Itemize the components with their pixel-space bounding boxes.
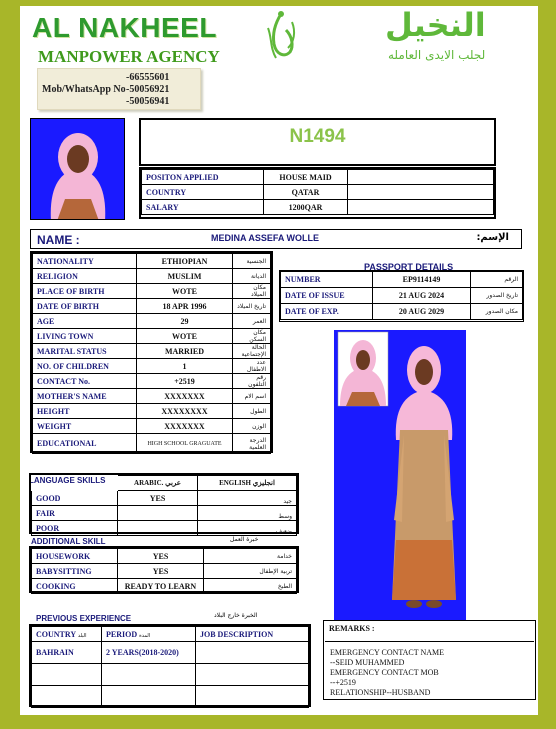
experience-period bbox=[102, 686, 196, 708]
language-arabic-value bbox=[118, 521, 198, 536]
experience-title-ar: الخبرة خارج البلاد bbox=[214, 612, 258, 619]
personal-label: PLACE OF BIRTH bbox=[33, 284, 137, 299]
phone-2: -50056921 bbox=[126, 84, 170, 95]
job-value: QATAR bbox=[264, 185, 348, 200]
personal-label-ar: العمر bbox=[233, 314, 271, 329]
table-row bbox=[33, 419, 271, 434]
experience-col-desc: JOB DESCRIPTION bbox=[196, 627, 309, 642]
personal-label: LIVING TOWN bbox=[33, 329, 137, 344]
skill-value: READY TO LEARN bbox=[118, 579, 204, 594]
job-label: SALARY bbox=[142, 200, 264, 215]
name-label-ar: الإسم: bbox=[476, 232, 509, 243]
skill-label-ar: الطبخ bbox=[204, 579, 297, 594]
job-empty bbox=[348, 200, 494, 215]
phone-3: -50056941 bbox=[126, 96, 170, 107]
personal-value: 29 bbox=[137, 314, 233, 329]
passport-value: 21 AUG 2024 bbox=[373, 288, 471, 304]
table-row bbox=[142, 200, 494, 215]
experience-period bbox=[102, 664, 196, 686]
personal-label: NATIONALITY bbox=[33, 254, 137, 269]
job-label: COUNTRY bbox=[142, 185, 264, 200]
personal-label-ar: الدرجة العلمية bbox=[233, 434, 271, 454]
personal-label-ar: الديانة bbox=[233, 269, 271, 284]
personal-label: CONTACT No. bbox=[33, 374, 137, 389]
experience-desc bbox=[196, 664, 309, 686]
experience-country bbox=[32, 664, 102, 686]
language-col-english: ENGLISH انجليزي bbox=[198, 476, 297, 491]
language-level: GOOD bbox=[32, 491, 118, 506]
personal-label-ar: رقم التلفون bbox=[233, 374, 271, 389]
table-row bbox=[142, 185, 494, 200]
experience-desc bbox=[196, 642, 309, 664]
table-row bbox=[33, 284, 271, 299]
language-english-cell bbox=[198, 506, 297, 521]
col-country-label-ar: البلد bbox=[77, 632, 87, 639]
table-row bbox=[33, 359, 271, 374]
remarks-label: REMARKS : bbox=[329, 624, 375, 633]
skill-label-ar: خدامة bbox=[204, 549, 297, 564]
skill-label: COOKING bbox=[32, 579, 118, 594]
brand-subtitle-en: MANPOWER AGENCY bbox=[38, 47, 220, 66]
full-body-photo bbox=[334, 330, 466, 621]
name-value: MEDINA ASSEFA WOLLE bbox=[211, 233, 319, 243]
table-row bbox=[32, 521, 297, 536]
personal-value: ETHIOPIAN bbox=[137, 254, 233, 269]
personal-label-ar: مكان الميلاد bbox=[233, 284, 271, 299]
experience-title: PREVIOUS EXPERIENCE bbox=[36, 614, 132, 623]
language-level-ar: ضعيف bbox=[275, 528, 292, 535]
personal-label-ar: اسم الام bbox=[233, 389, 271, 404]
personal-label-ar: الحالة الإجتماعية bbox=[233, 344, 271, 359]
name-bar bbox=[30, 229, 522, 249]
passport-label: DATE OF ISSUE bbox=[281, 288, 373, 304]
reference-box bbox=[139, 118, 496, 166]
passport-label-ar: مكان الصدور bbox=[471, 304, 523, 320]
personal-label: WEIGHT bbox=[33, 419, 137, 434]
table-row bbox=[33, 389, 271, 404]
table-row bbox=[32, 664, 309, 686]
table-row bbox=[33, 329, 271, 344]
job-value: HOUSE MAID bbox=[264, 170, 348, 185]
language-title: LANGUAGE SKILLS bbox=[29, 476, 106, 485]
additional-title-ar: خبرة العمل bbox=[230, 536, 259, 543]
table-row bbox=[33, 254, 271, 269]
personal-label-ar: تاريخ الميلاد bbox=[233, 299, 271, 314]
job-value: 1200QAR bbox=[264, 200, 348, 215]
personal-table bbox=[32, 253, 271, 454]
personal-label: MARITAL STATUS bbox=[33, 344, 137, 359]
table-row bbox=[33, 344, 271, 359]
table-row bbox=[32, 579, 297, 594]
job-table bbox=[141, 169, 494, 215]
table-row bbox=[32, 506, 297, 521]
personal-label: RELIGION bbox=[33, 269, 137, 284]
job-table-box bbox=[139, 167, 496, 219]
personal-label: AGE bbox=[33, 314, 137, 329]
language-level-ar: وسط bbox=[278, 513, 292, 520]
personal-value: 1 bbox=[137, 359, 233, 374]
remarks-line: EMERGENCY CONTACT NAME bbox=[330, 648, 445, 657]
personal-label-ar: عدد الاطفال bbox=[233, 359, 271, 374]
table-row bbox=[33, 314, 271, 329]
personal-label: MOTHER'S NAME bbox=[33, 389, 137, 404]
passport-label: NUMBER bbox=[281, 272, 373, 288]
remarks-content bbox=[325, 641, 534, 698]
job-empty bbox=[348, 170, 494, 185]
passport-table bbox=[280, 271, 523, 320]
language-english-cell bbox=[198, 491, 297, 506]
table-row bbox=[32, 686, 309, 708]
table-row bbox=[32, 564, 297, 579]
name-label: NAME : bbox=[37, 233, 80, 247]
table-row bbox=[32, 476, 297, 491]
language-level: POOR bbox=[32, 521, 118, 536]
contact-label: Mob/WhatsApp No bbox=[42, 84, 126, 95]
table-row bbox=[32, 549, 297, 564]
passport-value: 20 AUG 2029 bbox=[373, 304, 471, 320]
skill-value: YES bbox=[118, 564, 204, 579]
contact-box bbox=[37, 68, 201, 110]
personal-label: NO. OF CHILDREN bbox=[33, 359, 137, 374]
table-row bbox=[281, 272, 523, 288]
passport-title: PASSPORT DETAILS bbox=[364, 262, 454, 272]
table-row bbox=[33, 404, 271, 419]
language-table-box bbox=[29, 473, 299, 534]
personal-value: HIGH SCHOOL GRAGUATE bbox=[137, 434, 233, 454]
personal-label-ar: الجنسية bbox=[233, 254, 271, 269]
personal-value: XXXXXXX bbox=[137, 419, 233, 434]
personal-value: 18 APR 1996 bbox=[137, 299, 233, 314]
experience-country: BAHRAIN bbox=[32, 642, 102, 664]
table-row bbox=[281, 288, 523, 304]
personal-value: MARRIED bbox=[137, 344, 233, 359]
skill-label: HOUSEWORK bbox=[32, 549, 118, 564]
language-level-ar: جيد bbox=[283, 498, 292, 505]
personal-label: HEIGHT bbox=[33, 404, 137, 419]
language-header-spacer bbox=[32, 476, 118, 491]
skill-label-ar: تربية الإطفال bbox=[204, 564, 297, 579]
passport-value: EP9114149 bbox=[373, 272, 471, 288]
job-label: POSITON APPLIED bbox=[142, 170, 264, 185]
table-row bbox=[32, 627, 309, 642]
experience-period: 2 YEARS(2018-2020) bbox=[102, 642, 196, 664]
additional-table-box bbox=[29, 546, 299, 593]
experience-table bbox=[31, 626, 309, 708]
language-arabic-value: YES bbox=[118, 491, 198, 506]
personal-table-box bbox=[30, 251, 273, 453]
personal-value: XXXXXXXX bbox=[137, 404, 233, 419]
remarks-line: RELATIONSHIP--HUSBAND bbox=[330, 688, 431, 697]
phone-1: -66555601 bbox=[126, 72, 170, 83]
additional-title: ADDITIONAL SKILL bbox=[31, 537, 106, 546]
passport-photo bbox=[30, 118, 125, 220]
experience-col-country bbox=[32, 627, 102, 642]
personal-value: MUSLIM bbox=[137, 269, 233, 284]
passport-label-ar: تاريخ الصدور bbox=[471, 288, 523, 304]
table-row bbox=[33, 299, 271, 314]
table-row bbox=[32, 491, 297, 506]
language-arabic-value bbox=[118, 506, 198, 521]
personal-label-ar: الوزن bbox=[233, 419, 271, 434]
language-table bbox=[31, 475, 297, 536]
experience-country bbox=[32, 686, 102, 708]
brand-name-en: AL NAKHEEL bbox=[32, 12, 217, 43]
col-period-label: PERIOD bbox=[106, 629, 138, 639]
table-row bbox=[33, 434, 271, 454]
language-english-cell bbox=[198, 521, 297, 536]
personal-label: EDUCATIONAL bbox=[33, 434, 137, 454]
table-row bbox=[33, 269, 271, 284]
personal-label-ar: الطول bbox=[233, 404, 271, 419]
experience-col-period bbox=[102, 627, 196, 642]
additional-table bbox=[31, 548, 297, 594]
table-row bbox=[142, 170, 494, 185]
passport-table-box bbox=[279, 270, 524, 322]
job-empty bbox=[348, 185, 494, 200]
brand-name-ar: النخيل bbox=[385, 6, 486, 44]
personal-label-ar: مكان السكن bbox=[233, 329, 271, 344]
table-row bbox=[281, 304, 523, 320]
experience-desc bbox=[196, 686, 309, 708]
col-period-label-ar: المدة bbox=[139, 632, 151, 639]
table-row bbox=[32, 642, 309, 664]
experience-table-box bbox=[29, 624, 311, 707]
personal-value: WOTE bbox=[137, 329, 233, 344]
palm-logo-icon bbox=[258, 8, 304, 68]
table-row bbox=[33, 374, 271, 389]
remarks-line: --+2519 bbox=[330, 678, 356, 687]
language-col-arabic: ARABIC. عربي bbox=[118, 476, 198, 491]
col-country-label: COUNTRY bbox=[36, 629, 76, 639]
language-level: FAIR bbox=[32, 506, 118, 521]
personal-value: WOTE bbox=[137, 284, 233, 299]
remarks-line: --SEID MUHAMMED bbox=[330, 658, 405, 667]
personal-value: XXXXXXX bbox=[137, 389, 233, 404]
remarks-line: EMERGENCY CONTACT MOB bbox=[330, 668, 439, 677]
remarks-box bbox=[323, 620, 536, 700]
personal-value: +2519 bbox=[137, 374, 233, 389]
brand-subtitle-ar: لجلب الايدى العامله bbox=[388, 48, 486, 62]
reference-code: N1494 bbox=[289, 126, 346, 147]
passport-label: DATE OF EXP. bbox=[281, 304, 373, 320]
skill-label: BABYSITTING bbox=[32, 564, 118, 579]
personal-label: DATE OF BIRTH bbox=[33, 299, 137, 314]
skill-value: YES bbox=[118, 549, 204, 564]
passport-label-ar: الرقم bbox=[471, 272, 523, 288]
